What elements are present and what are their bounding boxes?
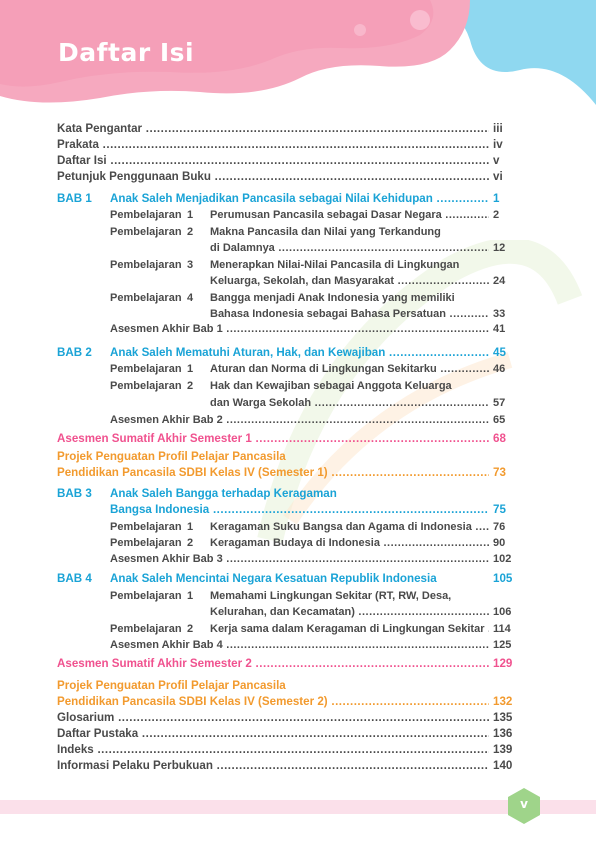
asesmen-text: Asesmen Akhir Bab 4 .....	[110, 638, 489, 652]
page-number: 1	[493, 192, 500, 205]
toc-projek-1-line2[interactable]	[57, 466, 531, 480]
lesson-number: 1	[187, 521, 194, 533]
projek-title: Projek Penguatan Profil Pelajar Pancasila	[57, 679, 286, 692]
toc-lesson-bab1-4[interactable]	[57, 291, 531, 305]
lesson-number: 2	[187, 226, 194, 238]
page-number: 135	[493, 711, 513, 724]
toc-lesson-bab1-1[interactable]	[57, 208, 531, 222]
lesson-label: Pembelajaran	[110, 226, 182, 238]
page-number: 33	[493, 308, 506, 320]
toc-lesson-bab3-2[interactable]	[57, 536, 531, 550]
toc-chapter-bab2[interactable]	[57, 346, 531, 360]
toc-entry-prakata[interactable]	[57, 138, 531, 152]
lesson-label: Pembelajaran	[110, 590, 182, 602]
toc-chapter-bab3-cont[interactable]	[57, 503, 531, 517]
entry-text: Informasi Pelaku Perbukuan .....	[57, 759, 489, 773]
toc-lesson-bab2-2[interactable]	[57, 379, 531, 393]
entry-text: Daftar Pustaka .....	[57, 727, 489, 741]
page-number-text: v	[520, 797, 528, 811]
lesson-label: Pembelajaran	[110, 363, 182, 375]
page-number: 76	[493, 521, 506, 533]
entry-text: Prakata .....	[57, 138, 489, 152]
lesson-number: 2	[187, 380, 194, 392]
page-number: 12	[493, 242, 506, 254]
entry-text: Kata Pengantar .....	[57, 122, 489, 136]
toc-asesmen-bab2[interactable]	[57, 413, 531, 427]
projek-title-cont: Pendidikan Pancasila SDBI Kelas IV (Semester 2) .....	[57, 695, 489, 709]
projek-title-cont: Pendidikan Pancasila SDBI Kelas IV (Semester 1) .....	[57, 466, 489, 480]
lesson-title: Menerapkan Nilai-Nilai Pancasila di Lingkungan	[210, 259, 460, 271]
chapter-label: BAB 1	[57, 192, 92, 205]
chapter-label: BAB 4	[57, 572, 92, 585]
page-number: 75	[493, 503, 506, 516]
page-number: 132	[493, 695, 513, 708]
lesson-label: Pembelajaran	[110, 209, 182, 221]
lesson-label: Pembelajaran	[110, 521, 182, 533]
page-number: 136	[493, 727, 513, 740]
page-number: 139	[493, 743, 513, 756]
page-number: v	[493, 154, 500, 167]
lesson-title: Aturan dan Norma di Lingkungan Sekitarku .....	[210, 362, 489, 376]
chapter-title: Anak Saleh Menjadikan Pancasila sebagai Nilai Kehidupan .....	[110, 192, 489, 206]
lesson-title-cont: Kelurahan, dan Kecamatan) .....	[210, 605, 489, 619]
sumatif-text: Asesmen Sumatif Akhir Semester 2 .....	[57, 657, 489, 671]
lesson-title: Bangga menjadi Anak Indonesia yang memiliki	[210, 292, 455, 304]
page-number: 24	[493, 275, 506, 287]
toc-projek-1-line1[interactable]	[57, 450, 531, 464]
lesson-number: 1	[187, 209, 194, 221]
toc-lesson-bab1-3[interactable]	[57, 258, 531, 272]
page-number: vi	[493, 170, 503, 183]
chapter-title: Anak Saleh Bangga terhadap Keragaman	[110, 487, 337, 500]
toc-entry-kata-pengantar[interactable]	[57, 122, 531, 136]
entry-text: Indeks .....	[57, 743, 489, 757]
lesson-title-cont: Bahasa Indonesia sebagai Bahasa Persatuan .....	[210, 307, 489, 321]
lesson-number: 1	[187, 590, 194, 602]
page-number: 114	[493, 623, 511, 635]
toc-entry-daftar-isi[interactable]	[57, 154, 531, 168]
lesson-number: 2	[187, 623, 194, 635]
page-title: Daftar Isi	[58, 38, 195, 67]
chapter-title: Anak Saleh Mencintai Negara Kesatuan Republik Indonesia	[110, 572, 437, 585]
toc-asesmen-bab3[interactable]	[57, 552, 531, 566]
toc-lesson-bab4-1[interactable]	[57, 589, 531, 603]
page-number: iv	[493, 138, 503, 151]
toc-chapter-bab3[interactable]	[57, 487, 531, 501]
page-number: 102	[493, 553, 512, 565]
asesmen-text: Asesmen Akhir Bab 3 .....	[110, 552, 489, 566]
page-number: 129	[493, 657, 513, 670]
lesson-title: Kerja sama dalam Keragaman di Lingkungan Sekitar .....	[210, 622, 489, 636]
chapter-label: BAB 3	[57, 487, 92, 500]
toc-lesson-bab4-1-cont[interactable]	[57, 605, 531, 619]
lesson-number: 1	[187, 363, 194, 375]
toc-entry-glosarium[interactable]	[57, 711, 531, 725]
toc-sumatif-1[interactable]	[57, 432, 531, 446]
asesmen-text: Asesmen Akhir Bab 1 .....	[110, 322, 489, 336]
entry-text: Glosarium .....	[57, 711, 489, 725]
page-number: 105	[493, 572, 513, 585]
toc-lesson-bab1-4-cont[interactable]	[57, 307, 531, 321]
toc-sumatif-2[interactable]	[57, 657, 531, 671]
toc-lesson-bab1-3-cont[interactable]	[57, 274, 531, 288]
lesson-title-cont: Keluarga, Sekolah, dan Masyarakat .....	[210, 274, 489, 288]
lesson-number: 2	[187, 537, 194, 549]
chapter-title-cont: Bangsa Indonesia .....	[110, 503, 489, 517]
lesson-label: Pembelajaran	[110, 623, 182, 635]
lesson-label: Pembelajaran	[110, 537, 182, 549]
chapter-title: Anak Saleh Mematuhi Aturan, Hak, dan Kewajiban .....	[110, 346, 489, 360]
page-number: 65	[493, 414, 506, 426]
toc-asesmen-bab1[interactable]	[57, 322, 531, 336]
page-number: 68	[493, 432, 506, 445]
toc-projek-2-line1[interactable]	[57, 679, 531, 693]
page-number: 140	[493, 759, 513, 772]
lesson-label: Pembelajaran	[110, 259, 182, 271]
toc-entry-indeks[interactable]	[57, 743, 531, 757]
lesson-number: 4	[187, 292, 194, 304]
lesson-number: 3	[187, 259, 194, 271]
lesson-title-cont: dan Warga Sekolah .....	[210, 396, 489, 410]
page-number: 46	[493, 363, 506, 375]
lesson-label: Pembelajaran	[110, 380, 182, 392]
lesson-title: Keragaman Suku Bangsa dan Agama di Indonesia .....	[210, 520, 489, 534]
lesson-title: Perumusan Pancasila sebagai Dasar Negara .....	[210, 208, 489, 222]
asesmen-text: Asesmen Akhir Bab 2 .....	[110, 413, 489, 427]
toc-entry-petunjuk[interactable]	[57, 170, 531, 184]
toc-lesson-bab1-2[interactable]	[57, 225, 531, 239]
page-number: 2	[493, 209, 500, 221]
toc-lesson-bab1-2-cont[interactable]	[57, 241, 531, 255]
page-number: 45	[493, 346, 506, 359]
sumatif-text: Asesmen Sumatif Akhir Semester 1 .....	[57, 432, 489, 446]
lesson-title: Keragaman Budaya di Indonesia .....	[210, 536, 489, 550]
chapter-label: BAB 2	[57, 346, 92, 359]
toc-chapter-bab4[interactable]	[57, 572, 531, 586]
page-number: 125	[493, 639, 512, 651]
lesson-label: Pembelajaran	[110, 292, 182, 304]
toc-chapter-bab1[interactable]	[57, 192, 531, 206]
toc-lesson-bab3-1[interactable]	[57, 520, 531, 534]
page-number: 106	[493, 606, 512, 618]
toc-asesmen-bab4[interactable]	[57, 638, 531, 652]
page-number: 90	[493, 537, 506, 549]
projek-title: Projek Penguatan Profil Pelajar Pancasila	[57, 450, 286, 463]
page-number-badge	[504, 786, 544, 826]
toc-entry-daftar-pustaka[interactable]	[57, 727, 531, 741]
page-number: 41	[493, 323, 506, 335]
lesson-title: Makna Pancasila dan Nilai yang Terkandung	[210, 226, 441, 238]
toc-lesson-bab4-2[interactable]	[57, 622, 531, 636]
entry-text: Daftar Isi .....	[57, 154, 489, 168]
toc-entry-informasi[interactable]	[57, 759, 531, 773]
lesson-title: Hak dan Kewajiban sebagai Anggota Keluarga	[210, 380, 452, 392]
toc-projek-2-line2[interactable]	[57, 695, 531, 709]
page-number: 57	[493, 397, 506, 409]
lesson-title-cont: di Dalamnya .....	[210, 241, 489, 255]
entry-text: Petunjuk Penggunaan Buku .....	[57, 170, 489, 184]
toc-lesson-bab2-2-cont[interactable]	[57, 396, 531, 410]
page-number: iii	[493, 122, 503, 135]
toc-lesson-bab2-1[interactable]	[57, 362, 531, 376]
page-number: 73	[493, 466, 506, 479]
lesson-title: Memahami Lingkungan Sekitar (RT, RW, Desa,	[210, 590, 452, 602]
